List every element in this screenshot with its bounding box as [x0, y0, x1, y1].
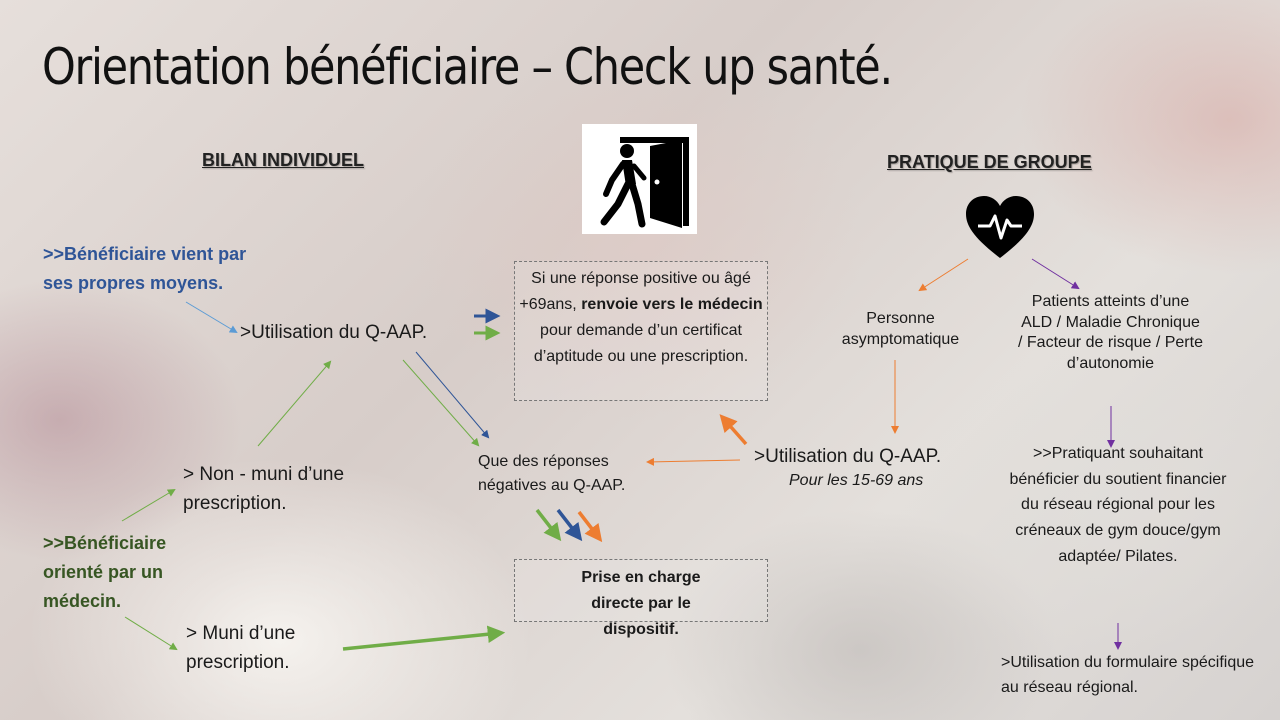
- financial-support-text: >>Pratiquant souhaitant bénéficier du soutient financier du réseau régional pour les créneaux de gym douce/gym adaptée/ Pilates.: [1009, 445, 1227, 565]
- qaap-use-left: >Utilisation du Q-AAP.: [240, 322, 428, 343]
- arrow-negative-direct-green: [537, 510, 558, 537]
- arrow-heart-to-asymptomatic: [920, 259, 968, 290]
- arrow-right-qaap-positive: [723, 418, 746, 444]
- arrow-self-to-qaap: [186, 302, 236, 332]
- beneficiary-self-text: >>Bénéficiaire vient par ses propres moyens.: [43, 244, 247, 293]
- age-range-text: Pour les 15-69 ans: [789, 472, 924, 489]
- arrow-heart-to-patients: [1032, 259, 1078, 288]
- arrow-negative-direct-blue: [558, 510, 579, 537]
- arrow-doctor-to-muni: [125, 617, 176, 649]
- arrow-negative-direct-orange: [579, 512, 599, 538]
- negative-answers-text: Que des réponses négatives au Q-AAP.: [478, 453, 626, 494]
- arrow-qaap-negative-green: [403, 360, 478, 445]
- asymptomatic-text: Personne asymptomatique: [841, 310, 960, 348]
- no-prescription-text: > Non - muni d’une prescription.: [183, 464, 345, 514]
- direct-care-text: Prise en charge directe par le dispositif.: [581, 569, 701, 638]
- qaap-use-right: >Utilisation du Q-AAP.: [754, 446, 942, 467]
- pratique-groupe-heading: PRATIQUE DE GROUPE: [887, 152, 1092, 172]
- arrow-doctor-to-nonmuni: [122, 490, 174, 521]
- arrow-right-qaap-negative: [648, 460, 740, 462]
- arrow-nonmuni-to-qaap: [258, 362, 330, 446]
- regional-form-text: >Utilisation du formulaire spécifique au réseau régional.: [1001, 654, 1255, 696]
- positive-answer-text: Si une réponse positive ou âgé +69ans, renvoie vers le médecin pour demande d’un certificat d’aptitude ou une prescription.: [519, 270, 763, 365]
- beneficiary-doctor-text: >>Bénéficiaire orienté par un médecin.: [43, 533, 167, 611]
- arrow-qaap-negative-blue: [416, 352, 488, 437]
- page-title: Orientation bénéficiaire – Check up santé.: [42, 38, 892, 96]
- with-prescription-text: > Muni d’une prescription.: [186, 623, 296, 673]
- patients-text: Patients atteints d’une ALD / Maladie Chronique / Facteur de risque / Perte d’autonomie: [1018, 293, 1203, 372]
- arrow-muni-to-direct-care: [343, 633, 500, 649]
- bilan-individuel-heading: BILAN INDIVIDUEL: [202, 150, 364, 170]
